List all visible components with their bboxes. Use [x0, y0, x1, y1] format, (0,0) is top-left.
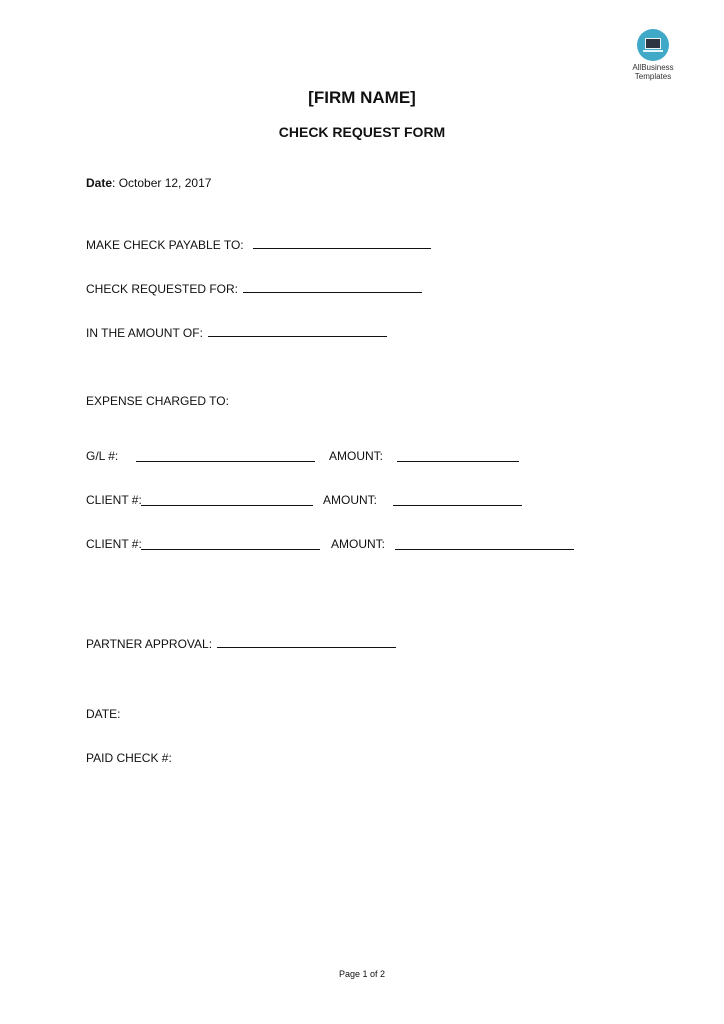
- client1-blank[interactable]: [141, 493, 313, 506]
- logo-text-line2: Templates: [634, 72, 672, 81]
- paid-check-row: [86, 751, 172, 765]
- date-field-row: [86, 707, 120, 721]
- gl-amount-label: AMOUNT:: [329, 449, 383, 463]
- date-field-label: DATE:: [86, 707, 121, 721]
- logo-text-line1: AllBusiness: [632, 63, 674, 72]
- client1-amount-label: AMOUNT:: [323, 493, 377, 507]
- requested-for-blank[interactable]: [243, 280, 422, 293]
- amount-of-row: [86, 324, 387, 340]
- date-row: [86, 176, 211, 190]
- amount-of-label: IN THE AMOUNT OF:: [86, 326, 203, 340]
- client1-amount-blank[interactable]: [393, 493, 522, 506]
- laptop-icon: [637, 29, 669, 61]
- client2-blank[interactable]: [141, 537, 320, 550]
- payable-to-blank[interactable]: [253, 236, 431, 249]
- client2-amount-label: AMOUNT:: [331, 537, 385, 551]
- client2-label: CLIENT #:: [86, 537, 142, 551]
- expense-charged-row: [86, 394, 229, 408]
- amount-of-blank[interactable]: [208, 324, 387, 337]
- expense-charged-label: EXPENSE CHARGED TO:: [86, 394, 229, 408]
- payable-to-row: [86, 236, 431, 252]
- form-title: CHECK REQUEST FORM: [278, 124, 446, 140]
- allbusiness-logo: [624, 29, 682, 81]
- client2-amount-blank[interactable]: [395, 537, 574, 550]
- paid-check-label: PAID CHECK #:: [86, 751, 172, 765]
- gl-blank[interactable]: [136, 449, 315, 462]
- page-number: Page 1 of 2: [338, 969, 386, 979]
- date-separator: :: [112, 176, 116, 190]
- date-value: October 12, 2017: [115, 176, 212, 190]
- client1-label: CLIENT #:: [86, 493, 142, 507]
- date-label: Date: [86, 176, 113, 190]
- requested-for-label: CHECK REQUESTED FOR:: [86, 282, 239, 296]
- requested-for-row: [86, 280, 422, 296]
- partner-approval-label: PARTNER APPROVAL:: [86, 637, 213, 651]
- payable-to-label: MAKE CHECK PAYABLE TO:: [86, 238, 244, 252]
- partner-approval-row: [86, 635, 396, 651]
- firm-name-heading: [FIRM NAME]: [308, 88, 416, 107]
- gl-label: G/L #:: [86, 449, 119, 463]
- gl-amount-blank[interactable]: [397, 449, 519, 462]
- partner-approval-blank[interactable]: [217, 635, 396, 648]
